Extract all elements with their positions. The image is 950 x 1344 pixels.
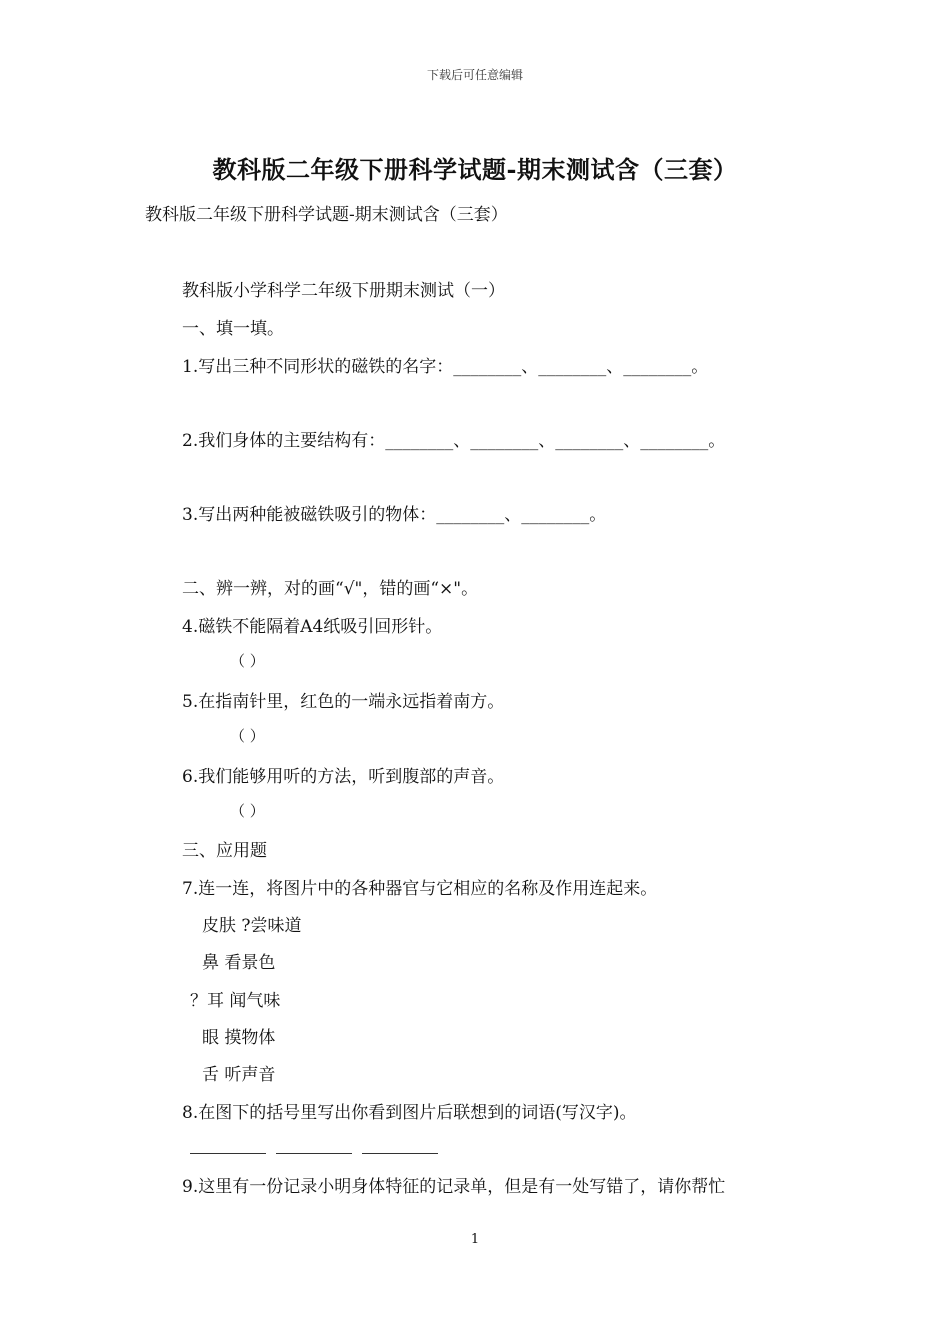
match-item: ？耳 闻气味	[190, 991, 281, 1011]
question-1: 1.写出三种不同形状的磁铁的名字：________、________、________。	[182, 357, 709, 377]
answer-blanks	[190, 1139, 448, 1158]
test-title: 教科版小学科学二年级下册期末测试（一）	[182, 281, 505, 301]
section-heading-apply: 三、应用题	[182, 841, 267, 861]
match-item: 舌 听声音	[202, 1065, 276, 1085]
match-item: 鼻 看景色	[202, 953, 276, 973]
page-header: 下载后可任意编辑	[426, 68, 523, 82]
question-4: 4.磁铁不能隔着A4纸吸引回形针。	[182, 617, 443, 637]
answer-blank	[190, 1153, 266, 1154]
section-heading-judge: 二、辨一辨，对的画“√"，错的画“×"。	[182, 579, 479, 599]
question-9: 9.这里有一份记录小明身体特征的记录单，但是有一处写错了，请你帮忙	[182, 1177, 726, 1197]
question-2: 2.我们身体的主要结构有：________、________、________、________。	[182, 431, 726, 451]
answer-paren-6: （ ）	[230, 802, 265, 820]
document-subtitle: 教科版二年级下册科学试题-期末测试含（三套）	[145, 205, 508, 225]
question-7: 7.连一连，将图片中的各种器官与它相应的名称及作用连起来。	[182, 879, 658, 899]
question-6: 6.我们能够用听的方法，听到腹部的声音。	[182, 767, 505, 787]
answer-blank	[362, 1153, 438, 1154]
document-title: 教科版二年级下册科学试题-期末测试含（三套）	[212, 155, 738, 184]
answer-paren-4: （ ）	[230, 652, 265, 670]
question-3: 3.写出两种能被磁铁吸引的物体：________、________。	[182, 505, 607, 525]
match-item: 眼 摸物体	[202, 1028, 276, 1048]
answer-blank	[276, 1153, 352, 1154]
page-number: 1	[470, 1232, 480, 1247]
answer-paren-5: （ ）	[230, 727, 265, 745]
question-5: 5.在指南针里，红色的一端永远指着南方。	[182, 692, 505, 712]
section-heading-fill: 一、填一填。	[182, 319, 284, 339]
match-item: 皮肤 ?尝味道	[202, 916, 302, 936]
question-8: 8.在图下的括号里写出你看到图片后联想到的词语(写汉字)。	[182, 1103, 637, 1123]
